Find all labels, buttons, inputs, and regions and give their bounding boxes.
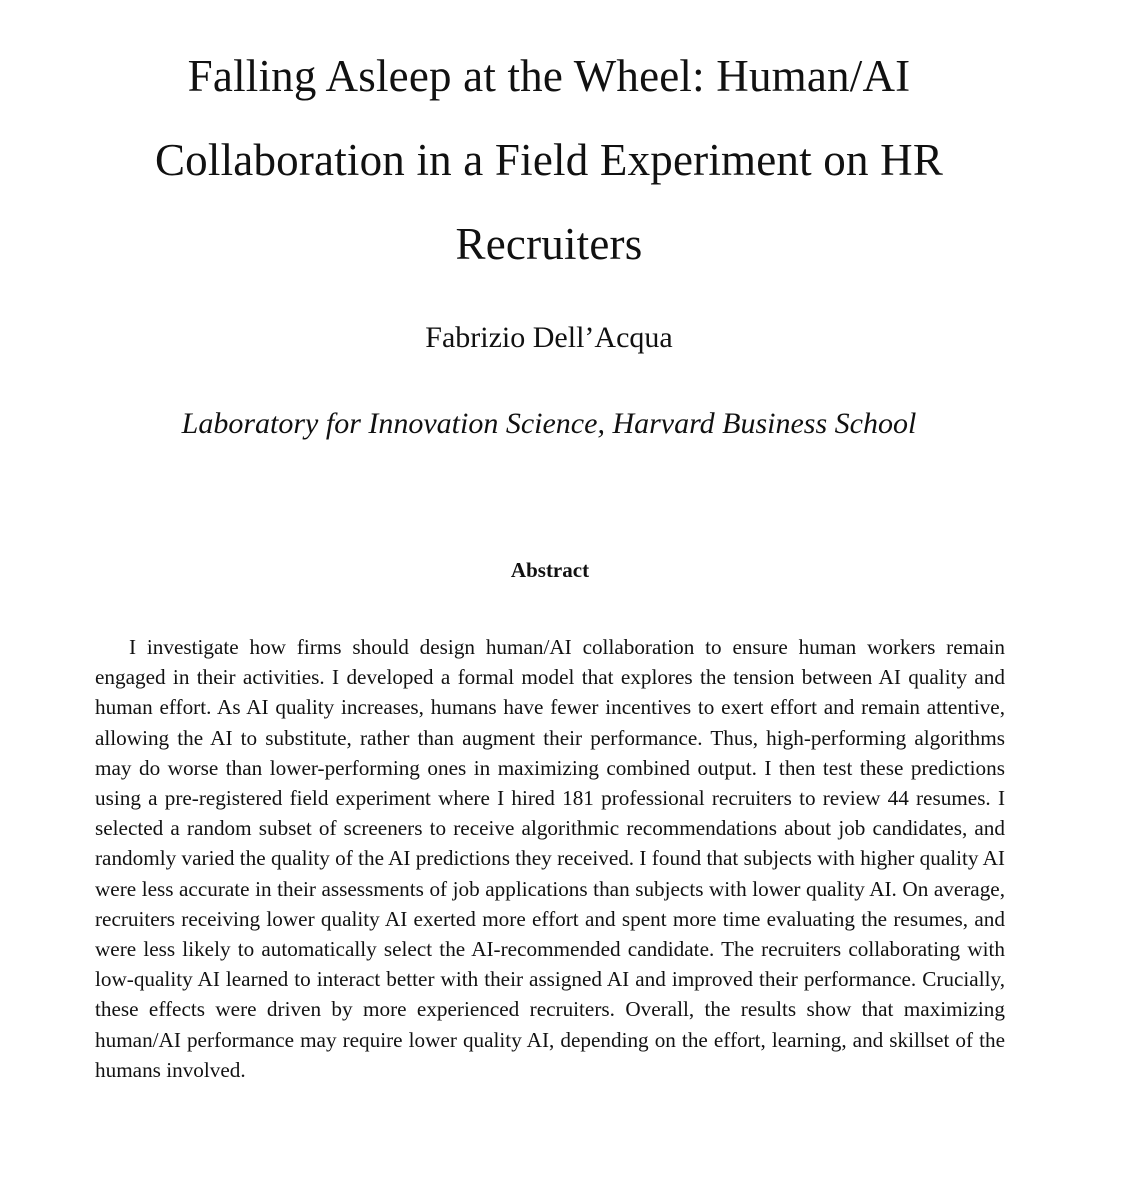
author-affiliation: Laboratory for Innovation Science, Harvard Business School [181,407,917,440]
author-name: Fabrizio Dell’Acqua [425,321,673,354]
abstract-heading: Abstract [510,558,590,582]
paper-title: Falling Asleep at the Wheel: Human/AI Collaboration in a Field Experiment on HR Recruiters [154,51,944,269]
abstract-body: I investigate how firms should design human/AI collaboration to ensure human workers remain engaged in their activities. I developed a formal model that explores the tension between AI quality and human effort. As AI quality increases, humans have fewer incentives to exert effort and remain attentive, allowing the AI to substitute, rather than augment their performance. Thus, high-performing algorithms may do worse than lower-performing ones in maximizing combined output. I then test these predictions using a pre-registered field experiment where I hired 181 professional recruiters to review 44 resumes. I selected a random subset of screeners to receive algorithmic recommendations about job candidates, and randomly varied the quality of the AI predictions they received. I found that subjects with higher quality AI were less accurate in their assessments of job applications than subjects with lower quality AI. On average, recruiters receiving lower quality AI exerted more effort and spent more time evaluating the resumes, and were less likely to automatically select the AI-recommended candidate. The recruiters collaborating with low-quality AI learned to interact better with their assigned AI and improved their performance. Crucially, these effects were driven by more experienced recruiters. Overall, the results show that maximizing human/AI performance may require lower quality AI, depending on the effort, learning, and skillset of the humans involved. [95,635,1005,1082]
